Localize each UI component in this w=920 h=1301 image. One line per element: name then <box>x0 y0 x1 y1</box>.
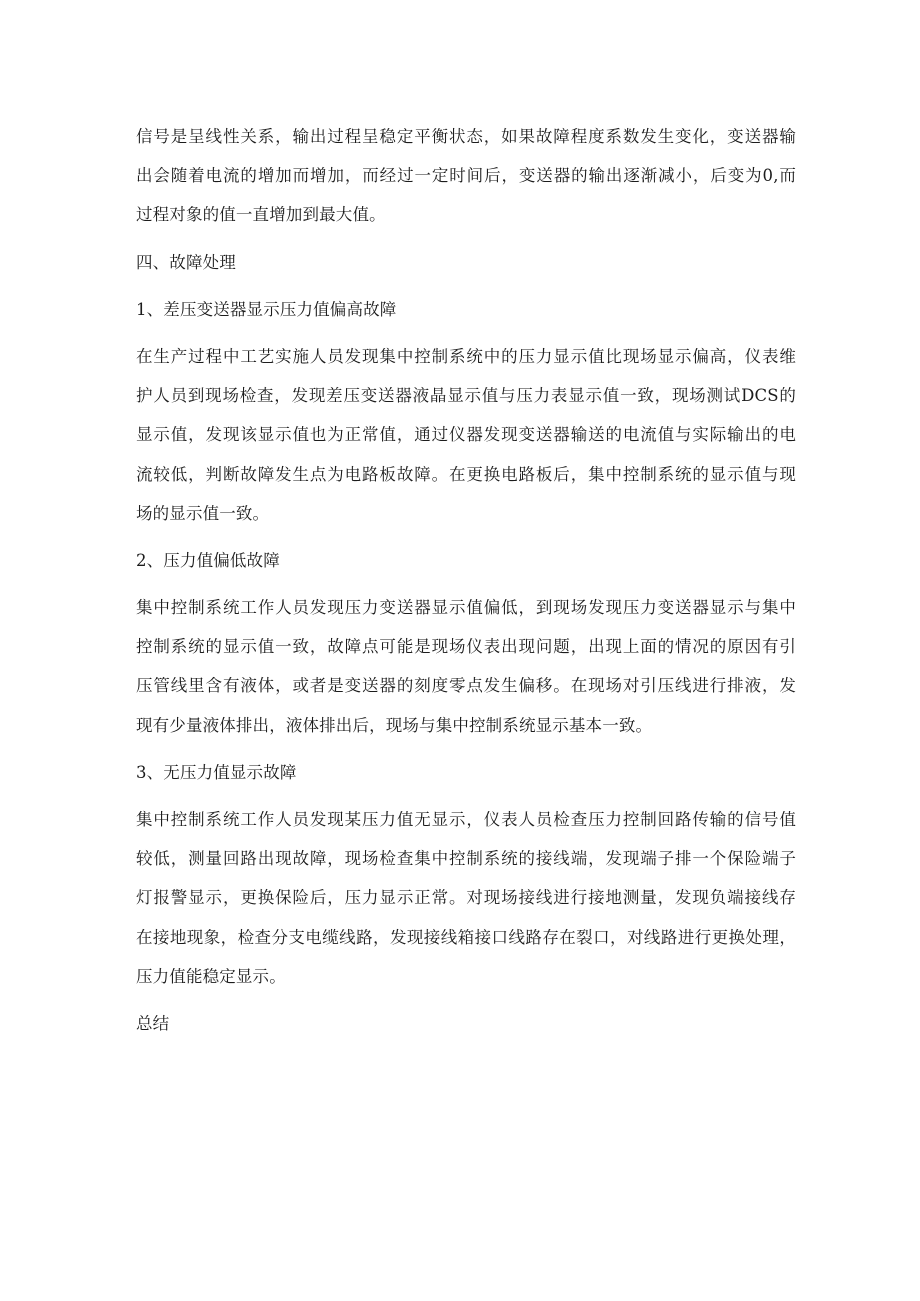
text-line: 压力值能稳定显示。 <box>136 966 286 986</box>
section-heading-fault-handling: 四、故障处理 <box>136 252 236 272</box>
subsection-heading-high-pressure-fault: 1、差压变送器显示压力值偏高故障 <box>136 299 397 319</box>
text-line: 出会随着电流的增加而增加，而经过一定时间后，变送器的输出逐渐减小，后变为0,而 <box>136 166 796 186</box>
text-line: 灯报警显示，更换保险后，压力显示正常。对现场接线进行接地测量，发现负端接线存 <box>136 888 796 908</box>
document-body <box>136 117 796 1051</box>
text-line: 护人员到现场检查，发现差压变送器液晶显示值与压力表显示值一致，现场测试DCS的 <box>136 386 796 406</box>
paragraph-no-pressure-display-fault <box>136 800 796 996</box>
text-line: 控制系统的显示值一致，故障点可能是现场仪表出现问题，出现上面的情况的原因有引 <box>136 637 796 657</box>
text-line: 显示值，发现该显示值也为正常值，通过仪器发现变送器输送的电流值与实际输出的电 <box>136 425 796 445</box>
paragraph-high-pressure-fault <box>136 337 796 533</box>
text-line: 过程对象的值一直增加到最大值。 <box>136 205 386 225</box>
subsection-heading-low-pressure-fault: 2、压力值偏低故障 <box>136 550 280 570</box>
text-line: 场的显示值一致。 <box>136 503 270 523</box>
text-line: 在接地现象，检查分支电缆线路，发现接线箱接口线路存在裂口，对线路进行更换处理， <box>136 927 796 947</box>
text-line: 信号是呈线性关系，输出过程呈稳定平衡状态，如果故障程度系数发生变化，变送器输 <box>136 127 796 146</box>
paragraph-signal-relationship <box>136 117 796 235</box>
subsection-heading-no-pressure-display-fault: 3、无压力值显示故障 <box>136 762 297 782</box>
section-heading-summary: 总结 <box>136 1014 170 1033</box>
text-line: 流较低，判断故障发生点为电路板故障。在更换电路板后，集中控制系统的显示值与现 <box>136 464 796 484</box>
paragraph-low-pressure-fault <box>136 588 796 745</box>
text-line: 压管线里含有液体，或者是变送器的刻度零点发生偏移。在现场对引压线进行排液，发 <box>136 676 796 696</box>
text-line: 在生产过程中工艺实施人员发现集中控制系统中的压力显示值比现场显示偏高，仪表维 <box>136 346 796 366</box>
text-line: 现有少量液体排出，液体排出后，现场与集中控制系统显示基本一致。 <box>136 715 653 735</box>
text-line: 集中控制系统工作人员发现压力变送器显示值偏低，到现场发现压力变送器显示与集中 <box>136 598 796 618</box>
text-line: 较低，测量回路出现故障，现场检查集中控制系统的接线端，发现端子排一个保险端子 <box>136 849 796 869</box>
text-line: 集中控制系统工作人员发现某压力值无显示，仪表人员检查压力控制回路传输的信号值 <box>136 810 796 830</box>
